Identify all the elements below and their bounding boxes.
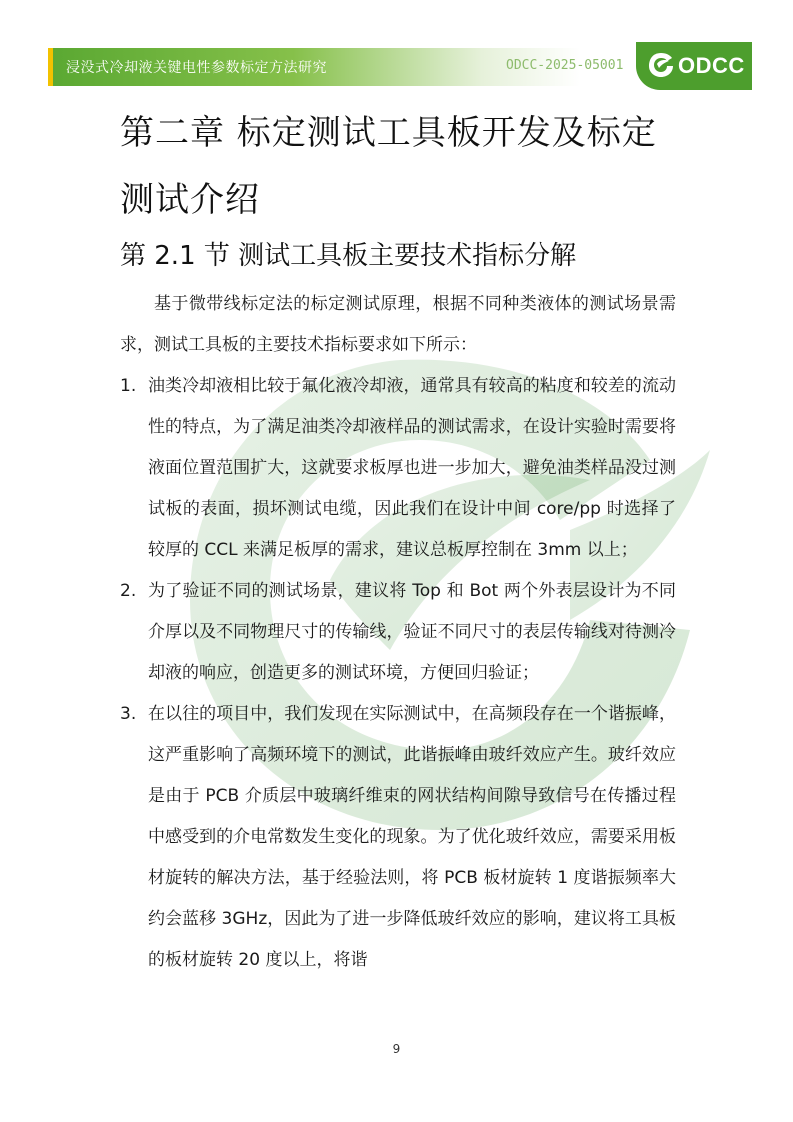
requirements-list bbox=[120, 366, 676, 981]
header-document-code: ODCC-2025-05001 bbox=[506, 58, 624, 73]
intro-paragraph: 基于微带线标定法的标定测试原理，根据不同种类液体的测试场景需求，测试工具板的主要技术指标要求如下所示： bbox=[120, 294, 676, 355]
list-item bbox=[120, 694, 676, 981]
list-item-number: 3. bbox=[120, 704, 137, 724]
odcc-logo bbox=[636, 42, 752, 90]
page-number: 9 bbox=[392, 1042, 401, 1056]
logo-wordmark: ODCC bbox=[678, 53, 745, 78]
list-item-text: 油类冷却液相比较于氟化液冷却液，通常具有较高的粘度和较差的流动性的特点，为了满足油类冷却液样品的测试需求，在设计实验时需要将液面位置范围扩大，这就要求板厚也进一步加大，避免油类样品没过测试板的表面，损坏测试电缆，因此我们在设计中间 core/pp 时选择了较厚的 CCL 来满足板厚的需求，建议总板厚控制在 3mm 以上； bbox=[148, 376, 676, 560]
header-accent-stripe bbox=[48, 48, 53, 86]
chapter-title: 第二章 标定测试工具板开发及标定测试介绍 bbox=[120, 113, 657, 220]
list-item-number: 1. bbox=[120, 376, 137, 396]
page-body bbox=[120, 100, 676, 981]
section-title: 第 2.1 节 测试工具板主要技术指标分解 bbox=[120, 241, 577, 271]
list-item-number: 2. bbox=[120, 581, 137, 601]
list-item bbox=[120, 571, 676, 694]
list-item-text: 在以往的项目中，我们发现在实际测试中，在高频段存在一个谐振峰，这严重影响了高频环境下的测试，此谐振峰由玻纤效应产生。玻纤效应是由于 PCB 介质层中玻璃纤维束的网状结构间隙导致信号在传播过程中感受到的介电常数发生变化的现象。为了优化玻纤效应，需要采用板材旋转的解决方法，基于经验法则，将 PCB 板材旋转 1 度谐振频率大约会蓝移 3GHz，因此为了进一步降低玻纤效应的影响，建议将工具板的板材旋转 20 度以上，将谐 bbox=[148, 704, 676, 970]
list-item bbox=[120, 366, 676, 571]
header-document-title: 浸没式冷却液关键电性参数标定方法研究 bbox=[66, 60, 327, 76]
leaf-icon bbox=[646, 50, 676, 80]
list-item-text: 为了验证不同的测试场景，建议将 Top 和 Bot 两个外表层设计为不同介厚以及不同物理尺寸的传输线，验证不同尺寸的表层传输线对待测冷却液的响应，创造更多的测试环境，方便回归验证； bbox=[148, 581, 676, 683]
